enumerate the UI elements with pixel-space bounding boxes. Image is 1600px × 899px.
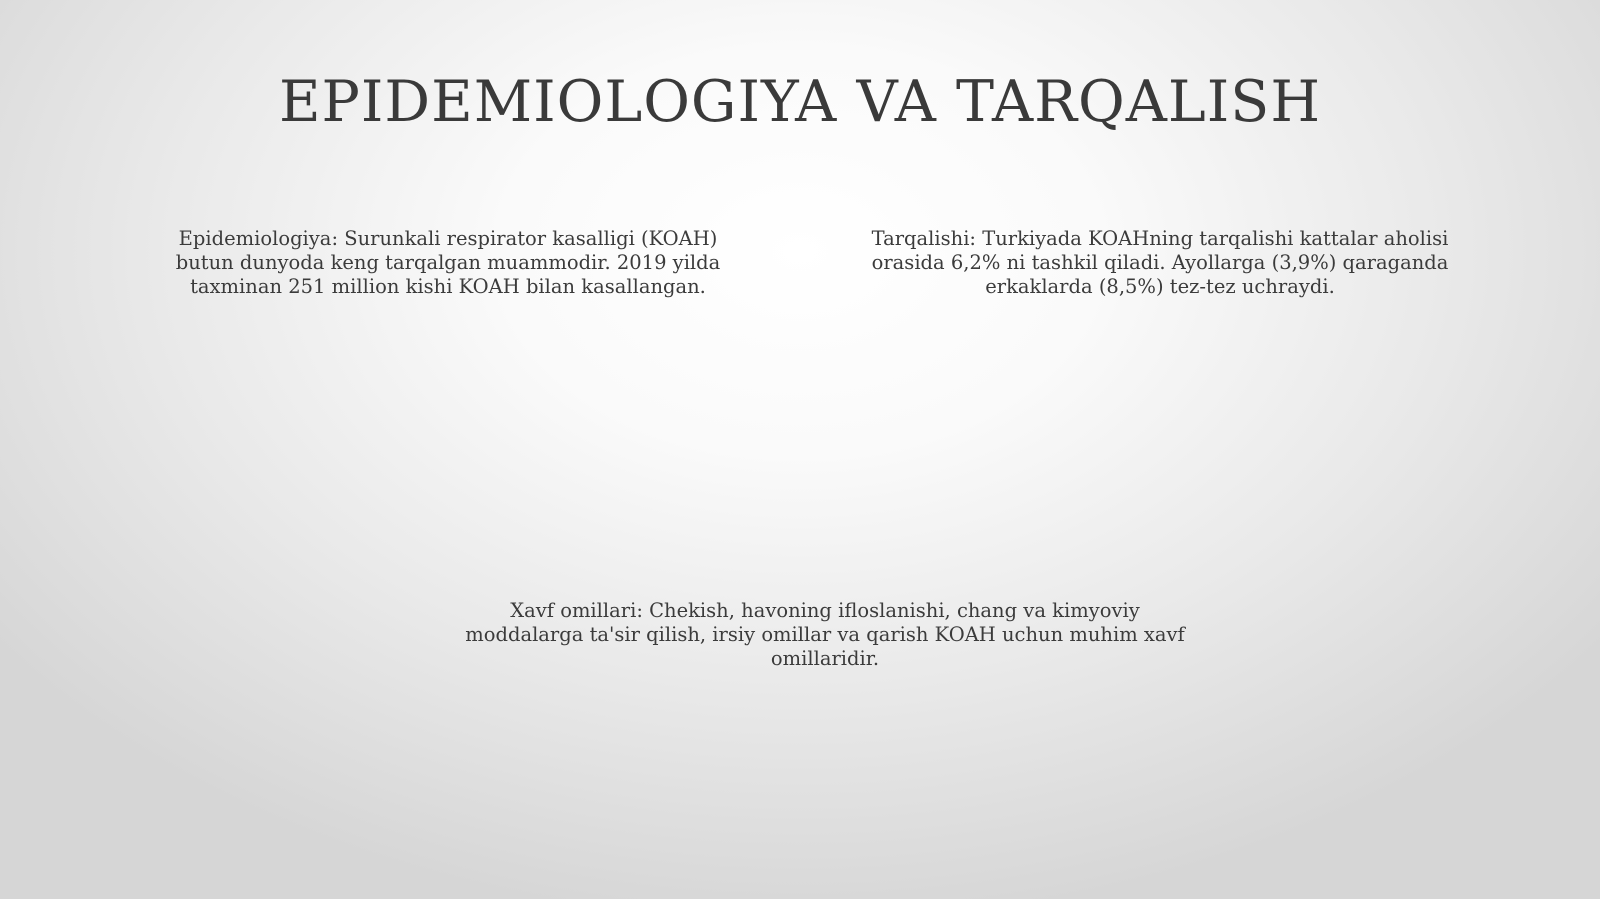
slide-title: EPIDEMIOLOGIYA VA TARQALISH (278, 69, 1322, 135)
epidemiology-text: Epidemiologiya: Surunkali respirator kasalligi (KOAH) butun dunyoda keng tarqalgan muammodir. 2019 yilda taxminan 251 million kishi KOAH bilan kasallangan. (175, 227, 721, 298)
prevalence-text: Tarqalishi: Turkiyada KOAHning tarqalishi kattalar aholisi orasida 6,2% ni tashkil qiladi. Ayollarga (3,9%) qaraganda erkaklarda (8,5%) tez-tez uchraydi. (871, 227, 1449, 298)
risk-factors-text: Xavf omillari: Chekish, havoning ifloslanishi, chang va kimyoviy moddalarga ta'sir qilish, irsiy omillar va qarish KOAH uchun muhim xavf omillaridir. (465, 599, 1185, 670)
